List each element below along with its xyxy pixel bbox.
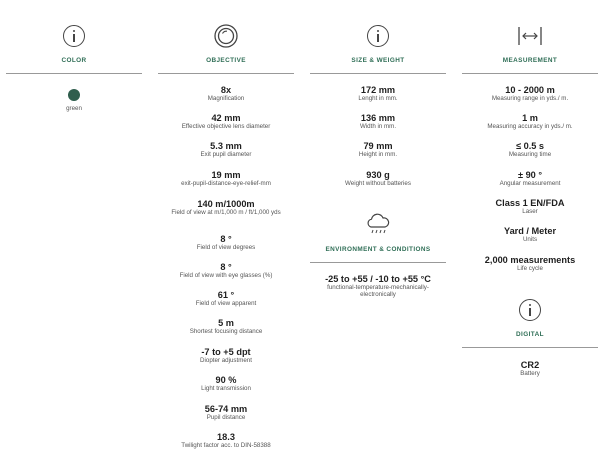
spec-twilight-factor: 18.3 Twilight factor acc. to DIN-58388 — [181, 432, 271, 449]
spec-field-of-view-glasses: 8 ° Field of view with eye glasses (%) — [179, 262, 273, 279]
spec-measuring-accuracy: 1 m Measuring accuracy in yds./ m. — [487, 113, 573, 130]
spec-temperature: -25 to +55 / -10 to +55 °C functional-temperature-mechanically-electronically — [325, 274, 431, 298]
color-swatch[interactable] — [68, 89, 80, 101]
spec-eye-relief: 19 mm exit-pupil-distance-eye-relief-mm — [181, 170, 271, 187]
spec-exit-pupil-diameter: 5.3 mm Exit pupil diameter — [200, 141, 252, 158]
cloud-rain-icon — [365, 213, 391, 235]
spec-weight: 930 g Weight without batteries — [345, 170, 411, 187]
size-weight-heading: SIZE & WEIGHT — [351, 57, 405, 64]
color-heading: COLOR — [61, 57, 87, 64]
range-arrows-icon — [517, 26, 543, 46]
color-swatch-label: green — [66, 105, 82, 112]
digital-heading: DIGITAL — [516, 331, 544, 338]
objective-lens-icon — [214, 24, 238, 48]
objective-divider — [158, 73, 294, 74]
spec-measuring-time: ≤ 0.5 s Measuring time — [508, 141, 552, 158]
color-divider — [6, 73, 142, 74]
environment-heading: ENVIRONMENT & CONDITIONS — [325, 246, 431, 253]
spec-light-transmission: 90 % Light transmission — [201, 375, 251, 392]
spec-height: 79 mm Height in mm. — [358, 141, 398, 158]
spec-magnification: 8x Magnification — [207, 85, 245, 102]
measurement-heading: MEASUREMENT — [502, 57, 558, 64]
info-icon — [367, 25, 389, 47]
objective-heading: OBJECTIVE — [206, 57, 246, 64]
measurement-divider — [462, 73, 598, 74]
spec-focusing-distance: 5 m Shortest focusing distance — [189, 318, 263, 335]
spec-field-of-view-degrees: 8 ° Field of view degrees — [196, 234, 256, 251]
spec-pupil-distance: 56-74 mm Pupil distance — [204, 404, 248, 421]
digital-divider — [462, 347, 598, 348]
spec-field-of-view: 140 m/1000m Field of view at m/1,000 m / ft/1,000 yds — [171, 199, 281, 216]
spec-objective-diameter: 42 mm Effective objective lens diameter — [181, 113, 271, 130]
info-icon — [519, 299, 541, 321]
spec-life-cycle: 2,000 measurements Life cycle — [484, 255, 576, 272]
spec-length: 172 mm Lenght in mm. — [358, 85, 398, 102]
spec-field-of-view-apparent: 61 ° Field of view apparent — [195, 290, 257, 307]
info-icon — [63, 25, 85, 47]
spec-measuring-range: 10 - 2000 m Measuring range in yds./ m. — [491, 85, 569, 102]
spec-units: Yard / Meter Units — [503, 226, 557, 243]
size-weight-divider — [310, 73, 446, 74]
spec-diopter: -7 to +5 dpt Diopter adjustment — [200, 347, 252, 364]
spec-laser-class: Class 1 EN/FDA Laser — [495, 198, 565, 215]
environment-divider — [310, 262, 446, 263]
spec-battery: CR2 Battery — [520, 360, 540, 377]
spec-angular-measurement: ± 90 ° Angular measurement — [499, 170, 561, 187]
spec-width: 136 mm Width in mm. — [359, 113, 397, 130]
